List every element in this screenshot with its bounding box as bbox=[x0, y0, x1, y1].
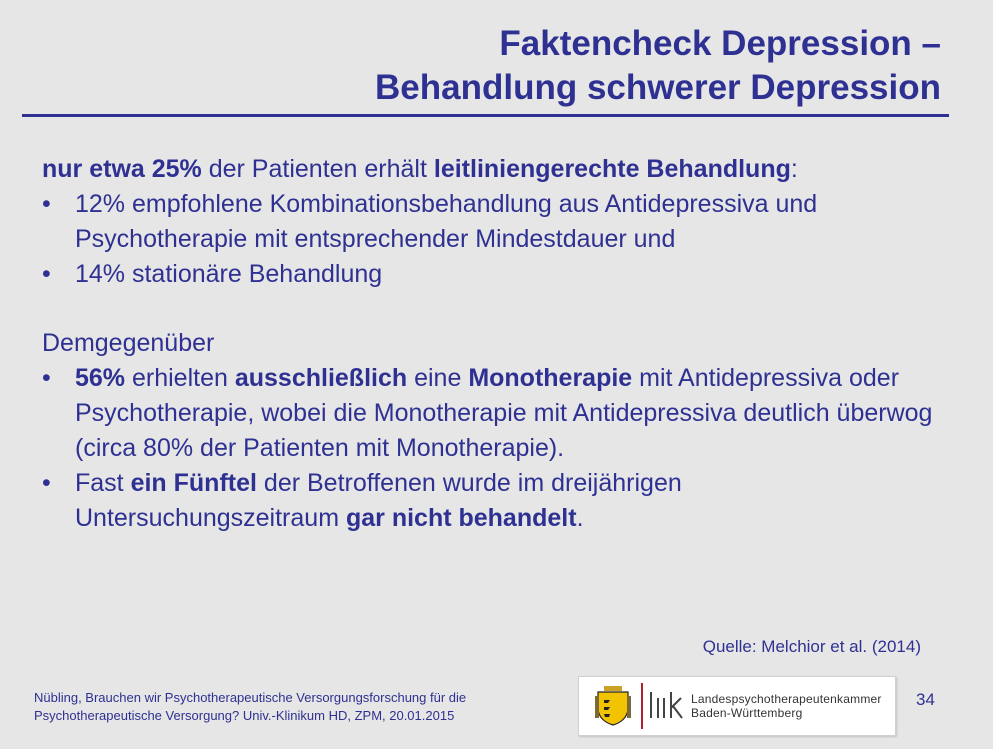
bullet-list-a bbox=[42, 187, 942, 292]
chamber-logo bbox=[578, 676, 896, 736]
logo-divider bbox=[641, 683, 643, 729]
list-item bbox=[42, 466, 942, 536]
intro-text-1: der Patienten erhält bbox=[201, 155, 434, 183]
footer-line-2: Psychotherapeutische Versorgung? Univ.-Klinikum HD, ZPM, 20.01.2015 bbox=[34, 708, 455, 723]
b1-text-1: erhielten bbox=[125, 364, 235, 392]
page-number: 34 bbox=[916, 690, 935, 709]
bullet-list-b bbox=[42, 361, 942, 536]
b2-text-3: . bbox=[576, 504, 584, 532]
b1-text-2: eine bbox=[407, 364, 469, 392]
intro-bold-1: nur etwa 25% bbox=[42, 155, 202, 183]
slide-body bbox=[42, 152, 942, 536]
b1-bold-3: Monotherapie bbox=[468, 364, 633, 392]
demgegenueber-heading: Demgegenüber bbox=[42, 329, 215, 357]
b2-bold-2: gar nicht behandelt bbox=[345, 504, 577, 532]
b1-bold-1: 56% bbox=[75, 364, 126, 392]
slide-title bbox=[375, 22, 941, 110]
lpk-mark-icon bbox=[649, 690, 685, 720]
list-item bbox=[42, 257, 942, 292]
bullet-icon: • bbox=[42, 190, 51, 218]
b2-text-1: Fast bbox=[75, 469, 131, 497]
footer-note bbox=[34, 689, 466, 725]
title-line-2: Behandlung schwerer Depression bbox=[375, 68, 941, 107]
chamber-name bbox=[691, 692, 882, 720]
intro-paragraph bbox=[42, 152, 942, 187]
bullet-icon: • bbox=[42, 364, 51, 392]
intro-text-2: : bbox=[790, 155, 798, 183]
b1-text-3: mit Antidepressiva oder Psychotherapie, wobei die Monotherapie mit Antidepressiva deutlich überwog (circa 80% der Patienten mit Monotherapie). bbox=[75, 364, 933, 462]
chamber-name-line-1: Landespsychotherapeutenkammer bbox=[691, 692, 882, 706]
bullet-icon: • bbox=[42, 469, 51, 497]
b2-bold-1: ein Fünftel bbox=[130, 469, 257, 497]
bullet-text: 14% stationäre Behandlung bbox=[75, 260, 383, 288]
footer-line-1: Nübling, Brauchen wir Psychotherapeutische Versorgungsforschung für die bbox=[34, 690, 467, 705]
title-underline bbox=[22, 114, 949, 117]
intro-bold-2: leitliniengerechte Behandlung bbox=[433, 155, 791, 183]
coat-of-arms-icon bbox=[595, 686, 631, 726]
bullet-icon: • bbox=[42, 260, 51, 288]
b2-text-2: der Betroffenen wurde im dreijährigen Untersuchungszeitraum bbox=[75, 469, 682, 532]
title-line-1: Faktencheck Depression – bbox=[499, 24, 941, 63]
chamber-name-line-2: Baden-Württemberg bbox=[691, 706, 803, 720]
list-item bbox=[42, 187, 942, 257]
list-item bbox=[42, 361, 942, 466]
b1-bold-2: ausschließlich bbox=[234, 364, 408, 392]
bullet-text: 12% empfohlene Kombinationsbehandlung aus Antidepressiva und Psychotherapie mit entsprechender Mindestdauer und bbox=[75, 190, 818, 253]
source-citation: Quelle: Melchior et al. (2014) bbox=[702, 637, 921, 656]
